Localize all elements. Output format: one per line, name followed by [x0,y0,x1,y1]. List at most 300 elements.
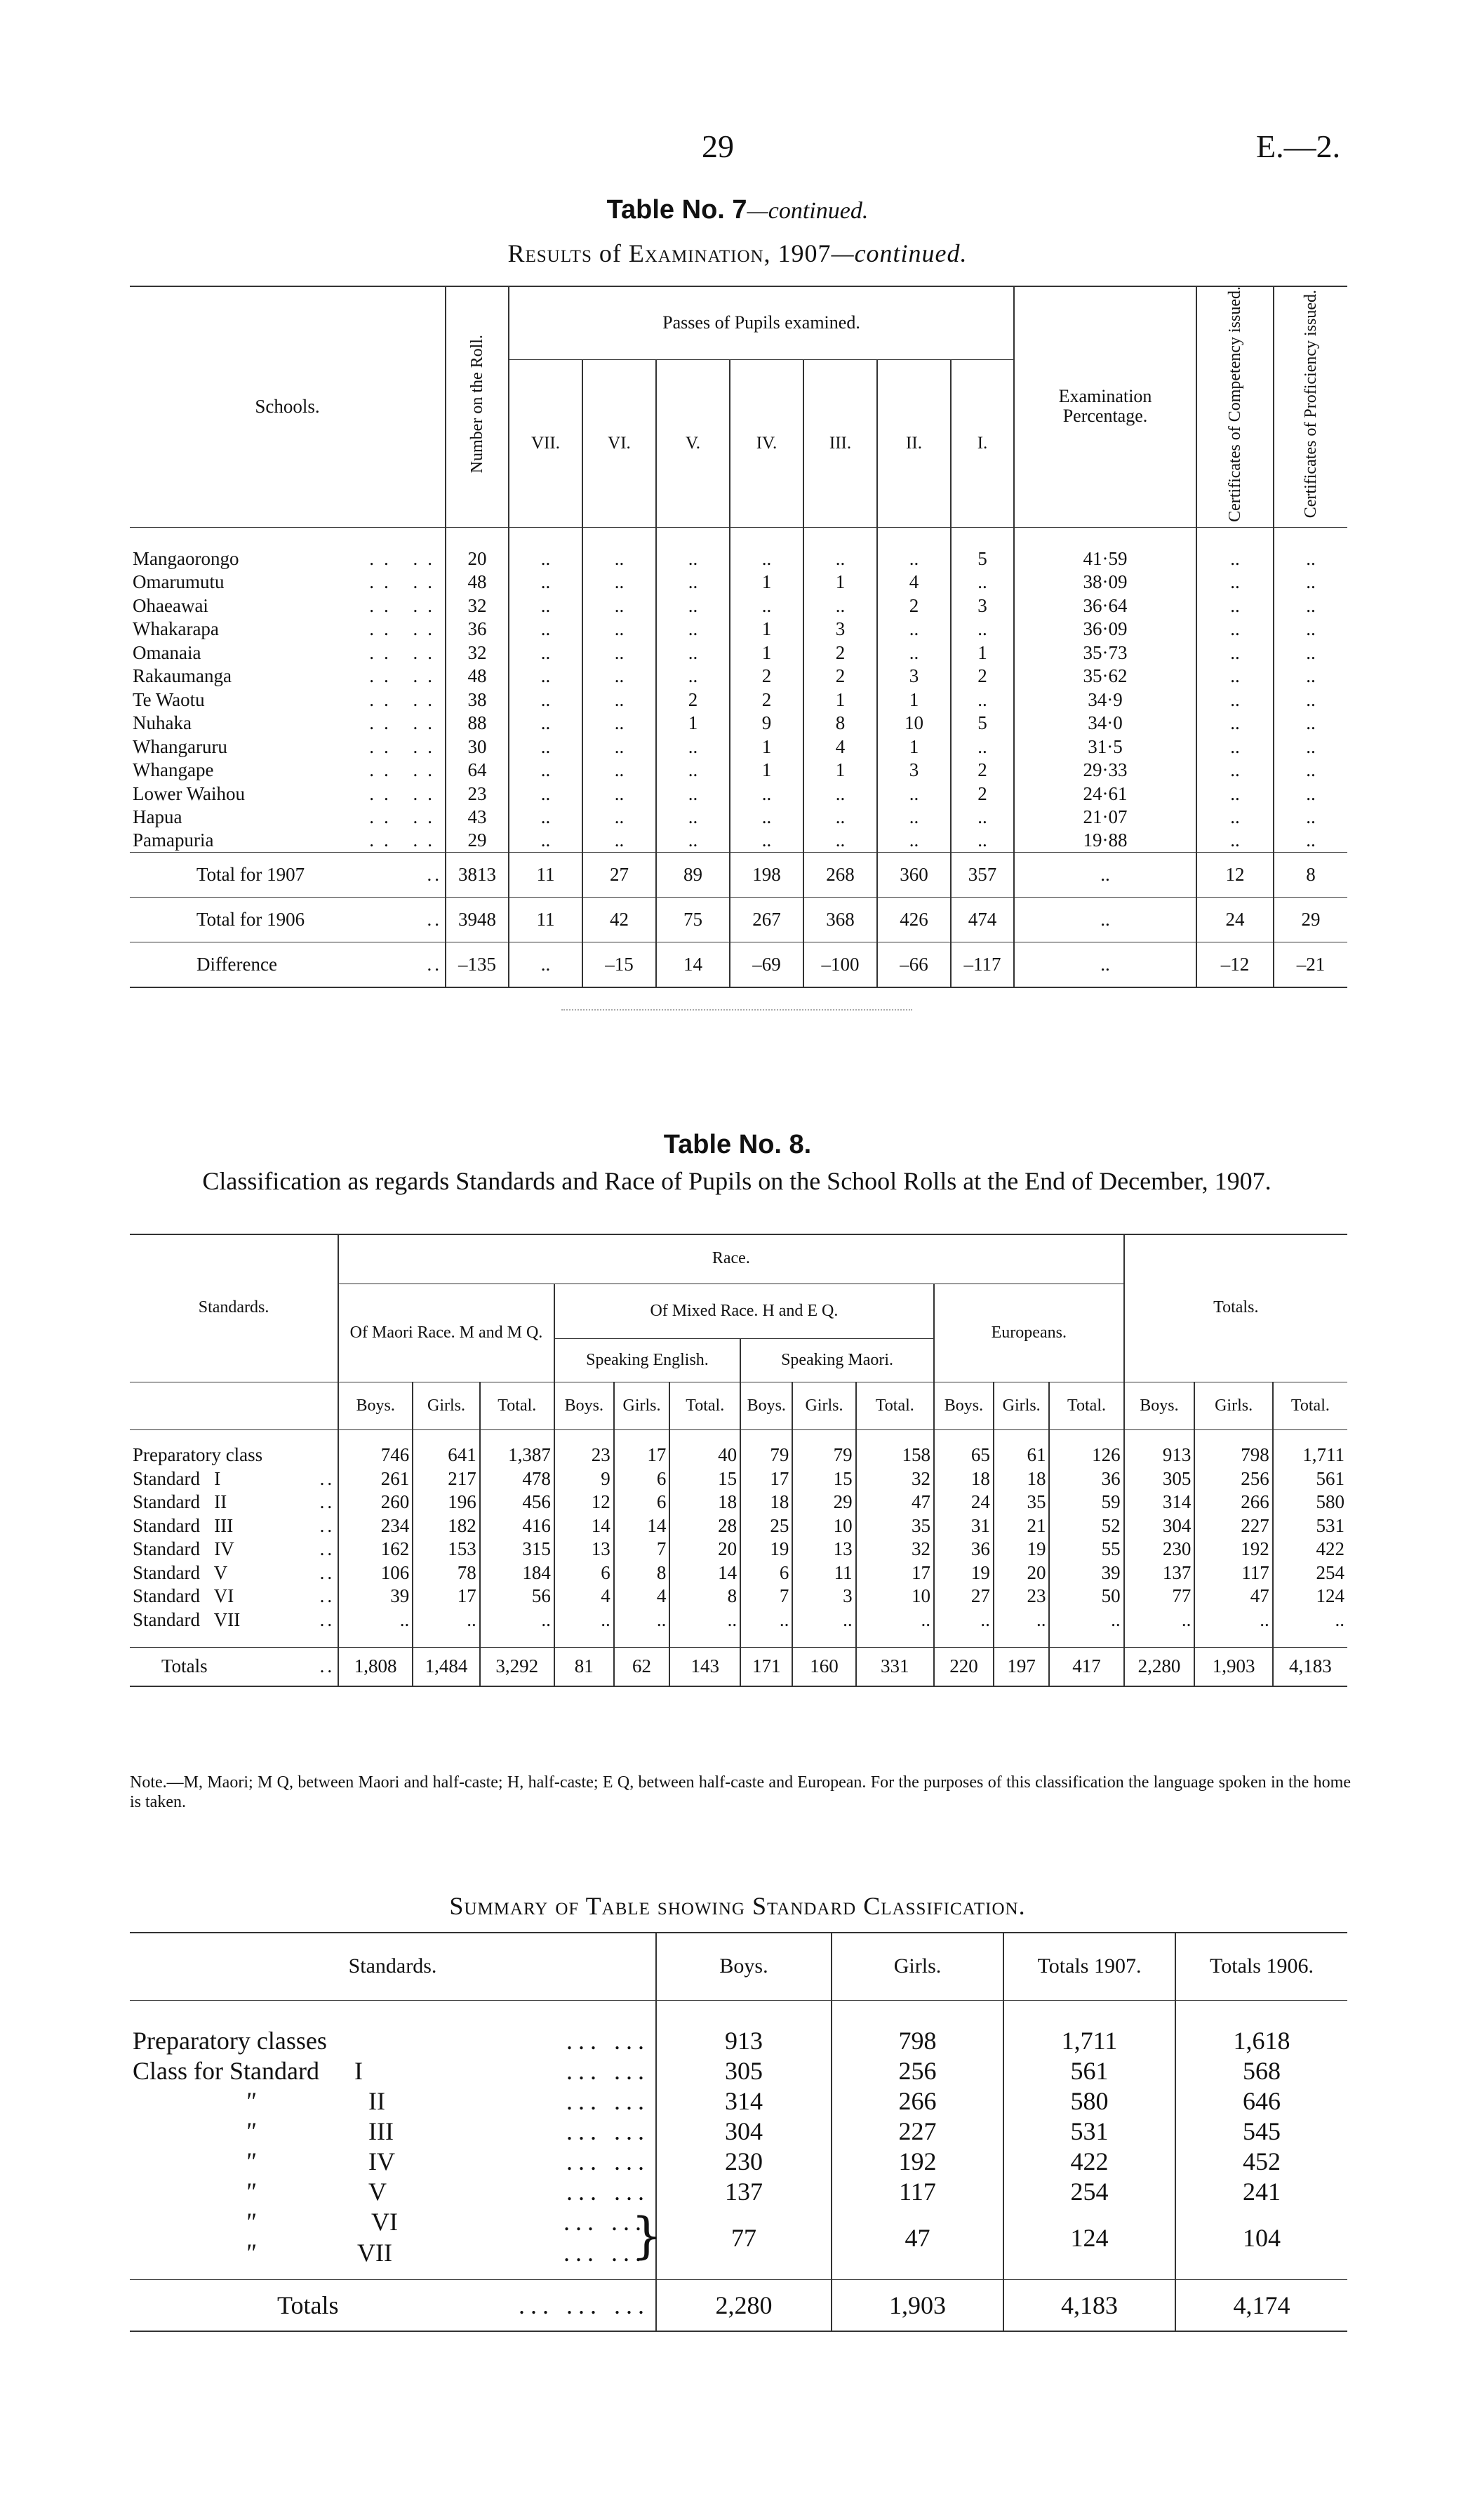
spacer-row [130,2269,1347,2279]
spacer-cell [480,1429,554,1444]
spacer-cell [1196,527,1274,547]
spacer-cell [1124,1429,1195,1444]
comp-cell: .. [1196,665,1274,688]
summary-t1907-cell: 561 [1003,2055,1175,2086]
value-cell: 14 [554,1514,614,1538]
bgt-spacer [130,1382,338,1429]
summary-t1906-cell: 568 [1243,2056,1281,2085]
leader-dots: .. .. [369,594,442,616]
pass-cell: .. [803,594,877,618]
comp-cell: .. [1196,829,1274,853]
spacer-cell [934,1429,994,1444]
spacer-cell [338,1429,413,1444]
summary-sub-label: V [368,2177,387,2206]
value-cell: 55 [1049,1538,1123,1561]
roll-cell: 48 [446,665,509,688]
standard-label: Standard VII [133,1608,241,1630]
spacer-row [130,527,1347,547]
col-total-1: Total. [669,1382,740,1429]
summary-t1906-cell: 545 [1243,2116,1281,2145]
totals-label-text: Totals [161,1655,208,1677]
spacer-cell [877,527,951,547]
leader-dots: ... ... [563,2239,647,2267]
pass-cell: .. [656,594,730,618]
prof-cell: .. [1306,735,1316,757]
total-cell: 1,903 [1194,1647,1272,1686]
pass-cell: .. [509,571,582,594]
leader-dots: .. [319,1467,335,1489]
leader-dots: .. .. [369,688,442,710]
standard-label: Standard V [133,1561,228,1583]
value-cell: 158 [856,1444,934,1467]
pass-cell: .. [730,547,803,571]
pass-cell: –117 [951,942,1014,987]
school-name [130,735,446,759]
summary-girls-cell: 227 [832,2116,1003,2146]
summary-girls-cell: 117 [832,2176,1003,2206]
pct-cell: 21·07 [1014,806,1196,829]
value-cell: 19 [994,1538,1050,1561]
value-cell: 20 [669,1538,740,1561]
pass-cell: .. [509,782,582,806]
summary-label [130,2146,656,2176]
pass-cell: .. [656,665,730,688]
pass-cell: .. [803,806,877,829]
leader-dots: .. .. [369,571,442,593]
col-maori: Of Maori Race. M and M Q. [338,1284,554,1382]
leader-dots: ... ... [566,2056,650,2085]
table8-subtitle: Classification as regards Standards and Race of Pupils on the School Rolls at the End of December, 1907. [202,1167,1272,1195]
sum-col-1907: Totals 1907. [1003,1933,1175,2000]
value-cell: .. [934,1608,994,1632]
value-cell: 40 [669,1444,740,1467]
value-cell: 59 [1049,1491,1123,1514]
value-cell: .. [740,1608,792,1632]
summary-row [130,2025,1347,2055]
school-label: Whangaruru [133,735,227,757]
summary-total-girls: 1,903 [832,2279,1003,2331]
value-cell: 266 [1194,1491,1272,1514]
value-cell: 8 [614,1561,670,1585]
pass-cell: 3 [877,759,951,782]
spacer-cell [554,1429,614,1444]
table8-note: Note.—M, Maori; M Q, between Maori and half-caste; H, half-caste; E Q, between half-caste and European. For the purposes of this classification the language spoken in the home is taken. [130,1773,1351,1811]
pass-cell: 10 [877,712,951,735]
value-cell: 8 [669,1585,740,1608]
leader-dots: .. [319,1655,335,1677]
pass-cell: 1 [877,735,951,759]
pass-cell: 474 [951,898,1014,942]
sum-col-girls: Girls. [832,1933,1003,2000]
col-std-1: VI. [582,360,656,527]
summary-total-boys: 2,280 [656,2279,832,2331]
pass-cell: .. [582,759,656,782]
subtitle-main: Examination, 1907 [628,239,832,267]
value-cell: 117 [1194,1561,1272,1585]
pass-cell: .. [582,829,656,853]
value-cell: 24 [934,1491,994,1514]
comp-cell: .. [1196,782,1274,806]
value-cell: 315 [480,1538,554,1561]
pass-cell: 2 [803,641,877,665]
totals-row [130,1647,1347,1686]
pass-cell: –69 [730,942,803,987]
value-cell: 580 [1316,1491,1344,1513]
pass-cell: 11 [509,898,582,942]
table-row [130,759,1347,782]
pass-cell: .. [509,942,582,987]
pass-cell: .. [730,782,803,806]
spacer-row [130,1632,1347,1647]
value-cell: 1,711 [1302,1444,1344,1466]
summary-boys-cell: 913 [656,2025,832,2055]
value-cell: .. [669,1608,740,1632]
pass-cell: .. [509,735,582,759]
col-totals: Totals. [1213,1298,1259,1317]
value-cell: 35 [856,1514,934,1538]
pass-cell: 1 [877,688,951,712]
pass-cell: 267 [730,898,803,942]
pass-cell: 11 [509,853,582,898]
comp-cell: –12 [1196,942,1274,987]
value-cell: 478 [480,1467,554,1491]
value-cell: 227 [1194,1514,1272,1538]
roll-cell: 30 [446,735,509,759]
value-cell: .. [480,1608,554,1632]
pct-cell: 35·62 [1014,665,1196,688]
sum-col-1906: Totals 1906. [1210,1954,1314,1978]
school-label: Whakarapa [133,618,219,640]
prof-cell: .. [1306,688,1316,710]
spacer-cell [856,1429,934,1444]
value-cell: .. [614,1608,670,1632]
total-label [130,853,446,898]
roll-cell: 38 [446,688,509,712]
total-cell: 160 [792,1647,855,1686]
roll-cell: 32 [446,594,509,618]
spacer-cell [554,1632,614,1647]
value-cell: 32 [856,1538,934,1561]
ditto-mark: " [245,2208,256,2236]
pass-cell: –100 [803,942,877,987]
pass-cell: –15 [582,942,656,987]
spacer-cell [582,527,656,547]
value-cell: 61 [994,1444,1050,1467]
value-cell: 17 [413,1585,480,1608]
value-cell: 36 [934,1538,994,1561]
standard-name [130,1491,338,1514]
summary-row [130,2146,1347,2176]
value-cell: 9 [554,1467,614,1491]
col-boys-1: Boys. [554,1382,614,1429]
leader-dots: .. .. [369,712,442,734]
col-prof [1274,286,1347,527]
pass-cell: .. [730,594,803,618]
comp-cell: .. [1196,641,1274,665]
col-girls-2: Girls. [792,1382,855,1429]
pass-cell: 14 [656,942,730,987]
spacer-cell [994,1632,1050,1647]
leader-dots: ... ... ... [519,2291,650,2319]
spacer-cell [740,1632,792,1647]
summary-boys-cell: 304 [656,2116,832,2146]
summary-row [130,2055,1347,2086]
pass-cell: 2 [951,665,1014,688]
leader-dots: ... ... [566,2177,650,2206]
spacer-cell [1273,1429,1347,1444]
roll-cell: 43 [446,806,509,829]
prof-cell: .. [1306,712,1316,734]
school-label: Omarumutu [133,571,225,593]
value-cell: 18 [994,1467,1050,1491]
summary-label [130,2176,656,2206]
total-cell: 220 [934,1647,994,1686]
pass-cell: .. [730,829,803,853]
spacer-row [130,1429,1347,1444]
value-cell: 39 [338,1585,413,1608]
summary-sub-label: II [368,2086,385,2115]
pass-cell: .. [803,547,877,571]
value-cell: 13 [554,1538,614,1561]
spacer-cell [656,527,730,547]
spacer-cell [130,1632,338,1647]
summary-t1907-cell: 580 [1003,2086,1175,2116]
pass-cell: .. [582,571,656,594]
spacer-cell [130,1429,338,1444]
roll-cell: 29 [446,829,509,853]
table-row [130,1585,1347,1608]
total-cell: 62 [614,1647,670,1686]
merged-line-2 [133,2238,653,2269]
leader-dots: .. .. [369,829,442,851]
pass-cell: –66 [877,942,951,987]
standard-name [130,1561,338,1585]
roll-cell: 88 [446,712,509,735]
pass-cell: .. [803,829,877,853]
leader-dots: ... ... [566,2086,650,2115]
school-label: Nuhaka [133,712,192,734]
spacer-cell [1194,1632,1272,1647]
pass-cell: 3 [803,618,877,641]
value-cell: 6 [614,1467,670,1491]
col-passes: Passes of Pupils examined. [509,286,1014,360]
brace-icon: } [631,2207,662,2265]
total-cell: 4,183 [1289,1655,1332,1677]
value-cell: 79 [740,1444,792,1467]
value-cell: 29 [792,1491,855,1514]
table-row [130,806,1347,829]
pass-cell: 3 [877,665,951,688]
spacer-cell [856,1632,934,1647]
spacer-cell [951,527,1014,547]
pct-cell: 38·09 [1014,571,1196,594]
pass-cell: .. [656,547,730,571]
summary-label-text: " [245,2177,256,2206]
value-cell: 50 [1049,1585,1123,1608]
standard-name [130,1585,338,1608]
pass-cell: 2 [730,665,803,688]
value-cell: 15 [792,1467,855,1491]
pass-cell: 1 [730,641,803,665]
leader-dots: .. .. [369,782,442,804]
standard-name [130,1538,338,1561]
pass-cell: .. [582,665,656,688]
total-label-text: Total for 1907 [196,864,305,886]
pass-cell: .. [730,806,803,829]
leader-dots: .. [319,1585,335,1607]
totals-label [130,1647,338,1686]
pass-cell: .. [509,547,582,571]
spacer-cell [832,2000,1003,2025]
value-cell: 4 [554,1585,614,1608]
pass-cell: .. [803,782,877,806]
pct-cell: .. [1014,942,1196,987]
pass-cell: 198 [730,853,803,898]
leader-dots: .. .. [369,618,442,640]
value-cell: 17 [856,1561,934,1585]
value-cell: 21 [994,1514,1050,1538]
pass-cell: .. [656,571,730,594]
table-row [130,547,1347,571]
summary-t1907-cell: 531 [1003,2116,1175,2146]
value-cell: 79 [792,1444,855,1467]
comp-cell: .. [1196,759,1274,782]
value-cell: 106 [338,1561,413,1585]
table-row [130,1467,1347,1491]
col-europeans: Europeans. [934,1284,1124,1382]
col-mixed: Of Mixed Race. H and E Q. [554,1284,934,1338]
value-cell: 20 [994,1561,1050,1585]
pass-cell: .. [509,618,582,641]
total-cell: 81 [554,1647,614,1686]
value-cell: 56 [480,1585,554,1608]
col-exam: Examination Percentage. [1014,286,1196,527]
summary-label [130,2025,656,2055]
spacer-cell [740,1429,792,1444]
col-boys-2: Boys. [740,1382,792,1429]
pass-cell: 268 [803,853,877,898]
standard-label: Standard IV [133,1538,234,1560]
comp-cell: .. [1196,806,1274,829]
value-cell: 217 [413,1467,480,1491]
value-cell: 261 [338,1467,413,1491]
spacer-cell [669,1632,740,1647]
roll-cell: 3813 [446,853,509,898]
pass-cell: 5 [951,547,1014,571]
spacer-cell [1273,1632,1347,1647]
pass-cell: 8 [803,712,877,735]
summary-boys-cell: 314 [656,2086,832,2116]
summary-boys-cell: 77 [656,2206,832,2269]
summary-girls-cell: 192 [832,2146,1003,2176]
value-cell: 14 [669,1561,740,1585]
prof-cell: –21 [1296,954,1326,975]
summary-title: Summary of Table showing Standard Classification. [449,1892,1026,1920]
school-name [130,759,446,782]
col-comp-text: Certificates of Competency issued. [1226,286,1244,522]
summary-girls-cell: 256 [832,2055,1003,2086]
leader-dots: ... ... [566,2116,650,2145]
pass-cell: 89 [656,853,730,898]
summary-label-text: " [245,2116,256,2145]
pass-cell: .. [656,782,730,806]
standard-label: Standard VI [133,1585,234,1607]
pass-cell: .. [656,806,730,829]
value-cell: 4 [614,1585,670,1608]
pass-cell: 42 [582,898,656,942]
prof-cell: .. [1306,618,1316,640]
table-row [130,1561,1347,1585]
pass-cell: .. [582,547,656,571]
table-row [130,1491,1347,1514]
pass-cell: .. [877,806,951,829]
leader-dots: .. [427,954,442,975]
value-cell: 124 [1316,1585,1344,1607]
col-girls-4: Girls. [1194,1382,1272,1429]
col-race: Race. [338,1234,1123,1284]
col-std-5: II. [877,360,951,527]
spacer-cell [1003,2269,1175,2279]
school-name [130,571,446,594]
pass-cell: 5 [951,712,1014,735]
value-cell: 260 [338,1491,413,1514]
summary-label [130,2116,656,2146]
value-cell: .. [554,1608,614,1632]
spacer-cell [413,1632,480,1647]
comp-cell: .. [1196,735,1274,759]
pass-cell: 368 [803,898,877,942]
col-boys-3: Boys. [934,1382,994,1429]
summary-label-text: Class for Standard [133,2056,319,2085]
standard-label: Standard III [133,1514,234,1536]
school-label: Mangaorongo [133,547,239,569]
summary-label-text: Preparatory classes [133,2026,327,2055]
summary-t1907-cell: 422 [1003,2146,1175,2176]
pass-cell: .. [951,829,1014,853]
leader-dots: .. .. [369,759,442,781]
value-cell: 182 [413,1514,480,1538]
value-cell: 162 [338,1538,413,1561]
spacer-cell [669,1429,740,1444]
leader-dots: .. .. [369,735,442,757]
leader-dots: .. .. [369,547,442,569]
school-label: Te Waotu [133,688,205,710]
value-cell: 314 [1124,1491,1195,1514]
total-cell: 3,292 [480,1647,554,1686]
pass-cell: 1 [803,759,877,782]
value-cell: 35 [994,1491,1050,1514]
value-cell: 641 [413,1444,480,1467]
value-cell: 27 [934,1585,994,1608]
subtitle-mid: of [599,239,622,267]
roll-cell: 36 [446,618,509,641]
table7 [130,286,1347,988]
value-cell: 25 [740,1514,792,1538]
total-row [130,853,1347,898]
pass-cell: .. [509,829,582,853]
summary-boys-cell: 305 [656,2055,832,2086]
school-name [130,806,446,829]
comp-cell: .. [1196,688,1274,712]
spacer-cell [994,1429,1050,1444]
spacer-cell [413,1429,480,1444]
pass-cell: 1 [730,759,803,782]
table-row [130,735,1347,759]
standard-name [130,1467,338,1491]
pass-cell: .. [582,618,656,641]
pass-cell: .. [582,641,656,665]
col-girls-0: Girls. [413,1382,480,1429]
